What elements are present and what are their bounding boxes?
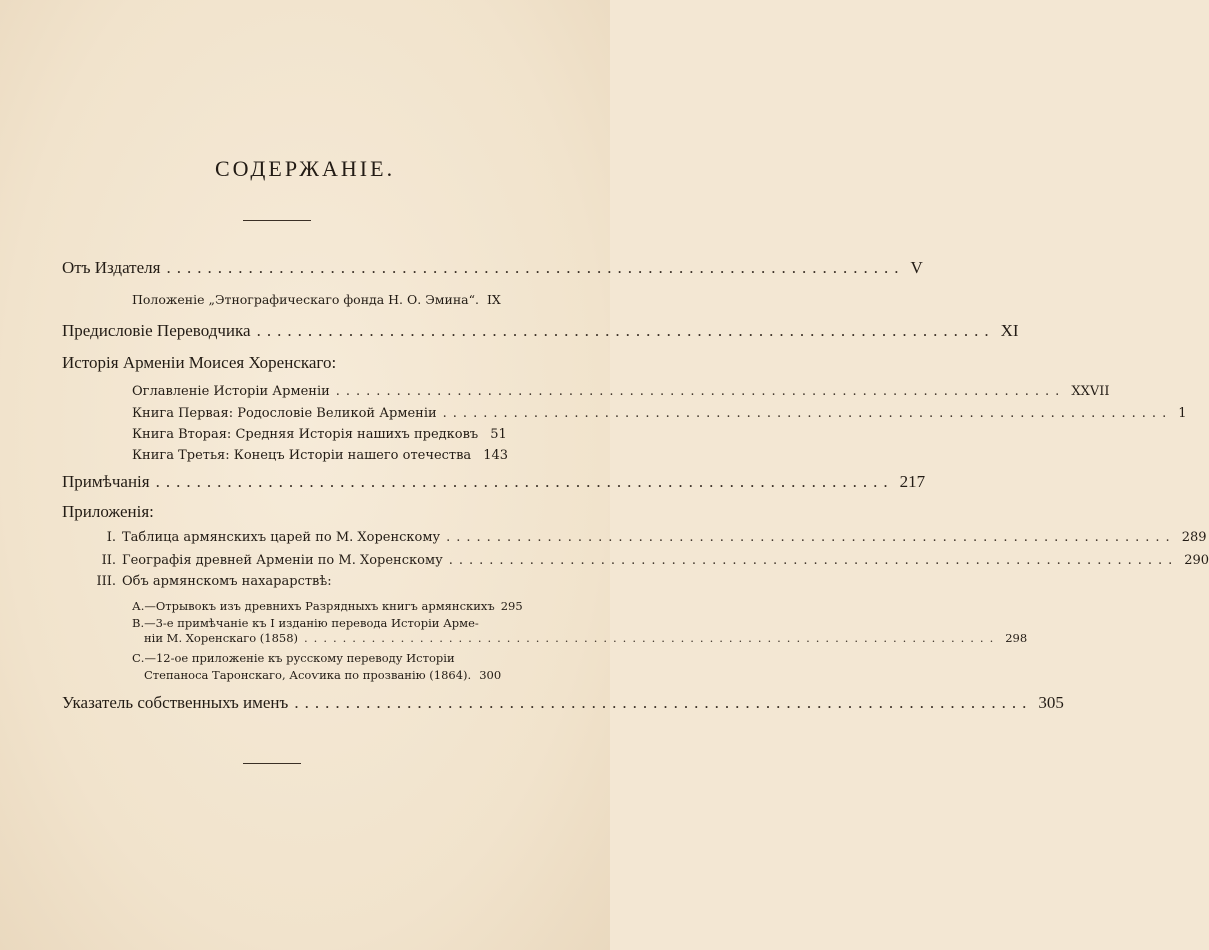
toc-entry-history-contents	[132, 384, 1110, 399]
toc-entry-page: 305	[1038, 693, 1064, 712]
end-divider	[243, 763, 301, 764]
toc-entry-page: 1	[1178, 406, 1187, 421]
toc-entry-page: XI	[1000, 321, 1019, 340]
toc-entry-label: Книга Третья: Конецъ Исторіи нашего отечества	[132, 448, 472, 463]
toc-entry-page: 290	[1184, 553, 1209, 568]
toc-entry-label: Отъ Издателя	[62, 258, 161, 277]
toc-entry-label	[94, 530, 440, 545]
toc-entry-page: 143	[483, 448, 509, 463]
toc-entry-page: 300	[479, 668, 502, 682]
toc-entry-label: Книга Первая: Родословіе Великой Арменіи	[132, 406, 437, 421]
page-title: СОДЕРЖАНІЕ.	[214, 156, 396, 181]
toc-entry-page: V	[910, 258, 923, 277]
toc-entry-index	[62, 693, 1064, 713]
leader-dots: ........................................................................	[256, 321, 995, 340]
toc-entry-appendix-3c-line2	[144, 668, 502, 682]
toc-entry-appendix-3c-line1: С.—12-ое приложеніе къ русскому переводу Исторіи	[132, 651, 455, 665]
toc-entry-notes	[62, 472, 926, 492]
toc-entry-appendix-2	[94, 553, 1209, 568]
leader-dots: ........................................................................	[446, 530, 1176, 545]
appendix-title: Географія древней Арменіи по М. Хоренскому	[122, 553, 443, 568]
toc-entry-publisher	[62, 258, 923, 278]
toc-entry-book-one	[132, 406, 1187, 421]
toc-entry-page: 295	[500, 599, 523, 613]
leader-dots: ........................................................................	[442, 406, 1173, 421]
toc-entry-label: Положеніе „Этнографическаго фонда Н. О. Эмина“.	[132, 292, 479, 307]
toc-entry-label: Указатель собственныхъ именъ	[62, 693, 289, 712]
toc-entry-page: 51	[490, 427, 507, 442]
toc-entry-label	[94, 553, 443, 568]
title-divider	[243, 220, 311, 221]
leader-dots: ........................................................................	[166, 258, 905, 277]
toc-entry-book-three	[132, 448, 509, 463]
toc-entry-page: 289	[1181, 530, 1207, 545]
appendix-number: III.	[96, 574, 116, 589]
appendix-number: I.	[106, 530, 116, 545]
toc-entry-label: Книга Вторая: Средняя Исторія нашихъ предковъ	[132, 427, 479, 442]
leader-dots: ........................................................................	[294, 693, 1033, 712]
leader-dots: ........................................................................	[304, 631, 1000, 645]
toc-entry-page: IX	[486, 292, 501, 307]
toc-entry-appendix-1	[94, 530, 1207, 545]
toc-entry-label: Примѣчанія	[62, 472, 150, 491]
toc-entry-appendix-3	[94, 574, 332, 589]
toc-entry-appendix-3b-line1: В.—3-е примѣчаніе къ I изданію перевода Исторіи Арме-	[132, 616, 479, 630]
toc-entry-appendix-3b-line2	[144, 631, 1028, 645]
toc-entry-label: А.—Отрывокъ изъ древнихъ Разрядныхъ книгъ армянскихъ	[132, 599, 495, 613]
appendix-title: Объ армянскомъ нахарарствѣ:	[122, 574, 332, 589]
appendix-number: II.	[101, 553, 116, 568]
toc-entry-page: 217	[899, 472, 926, 491]
toc-entry-translator-preface	[62, 321, 1019, 341]
toc-entry-label: Предисловіе Переводчика	[62, 321, 251, 340]
toc-entry-label: нiи М. Хоренскаго (1858)	[144, 631, 299, 645]
leader-dots: ........................................................................	[155, 472, 894, 491]
toc-entry-page: XXVII	[1071, 384, 1110, 399]
leader-dots: ........................................................................	[335, 384, 1066, 399]
toc-heading-history: Исторія Арменіи Моисея Хоренскаго:	[62, 353, 337, 372]
toc-entry-label: Степаноса Таронскаго, Асоѵика по прозванію (1864).	[144, 668, 472, 682]
toc-entry-page: 298	[1005, 631, 1028, 645]
toc-heading-appendices: Приложенія:	[62, 502, 154, 521]
leader-dots: ........................................................................	[448, 553, 1179, 568]
toc-entry-label: Оглавленіе Исторіи Арменіи	[132, 384, 330, 399]
toc-entry-book-two	[132, 427, 507, 442]
toc-entry-emin-fund	[132, 292, 501, 307]
appendix-title: Таблица армянскихъ царей по М. Хоренскому	[122, 530, 441, 545]
toc-entry-appendix-3a	[132, 599, 523, 613]
